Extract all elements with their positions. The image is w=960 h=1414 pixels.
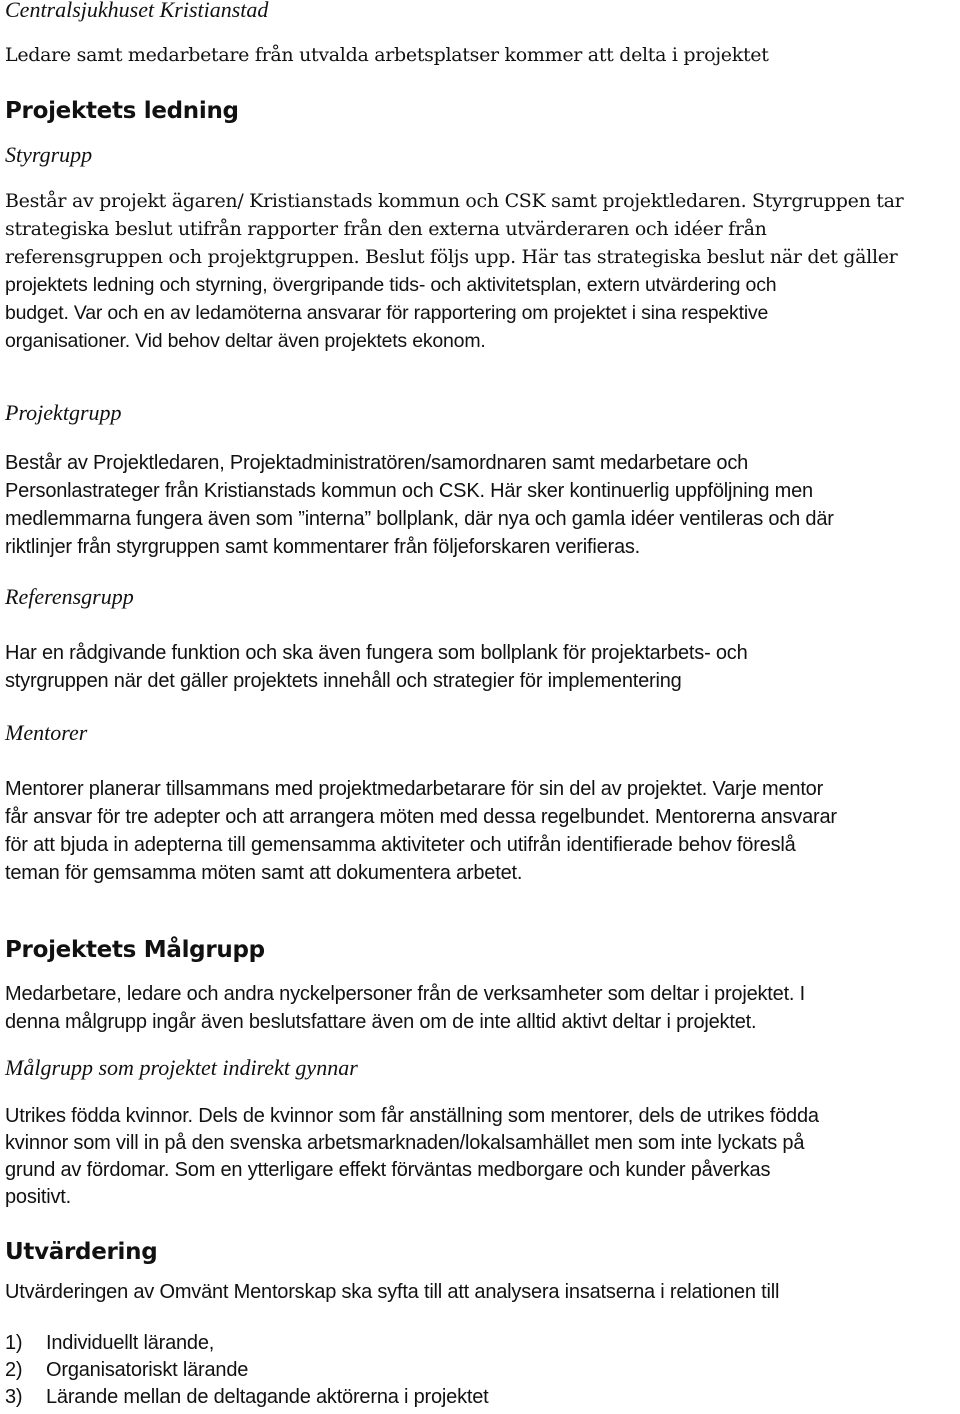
subheading-indirekt-malgrupp: Målgrupp som projektet indirekt gynnar — [5, 1055, 358, 1080]
paragraph-line: denna målgrupp ingår även beslutsfattare även om de inte alltid aktivt deltar i projektet. — [5, 1011, 757, 1033]
list-item — [5, 1357, 489, 1384]
paragraph-line: Består av projekt ägaren/ Kristianstads kommun och CSK samt projektledaren. Styrgruppen tar — [5, 190, 904, 212]
paragraph-line: riktlinjer från styrgruppen samt kommentarer från följeforskaren verifieras. — [5, 536, 641, 558]
paragraph-line: projektets ledning och styrning, övergripande tids- och aktivitetsplan, extern utvärdering och — [5, 274, 777, 296]
paragraph-indirekt-malgrupp — [5, 1103, 819, 1211]
intro-text: Ledare samt medarbetare från utvalda arbetsplatser kommer att delta i projektet — [5, 44, 769, 66]
section-heading-utvardering: Utvärdering — [5, 1239, 158, 1265]
paragraph-line: medlemmarna fungera även som ”interna” bollplank, där nya och gamla idéer ventileras och där — [5, 508, 834, 530]
paragraph-malgrupp — [5, 980, 805, 1036]
list-item-label: Lärande mellan de deltagande aktörerna i projektet — [46, 1386, 489, 1408]
utvardering-intro: Utvärderingen av Omvänt Mentorskap ska syfta till att analysera insatserna i relationen till — [5, 1281, 780, 1303]
paragraph-line: Består av Projektledaren, Projektadministratören/samordnaren samt medarbetare och — [5, 452, 749, 474]
subheading-styrgrupp: Styrgrupp — [5, 142, 93, 167]
subheading-projektgrupp: Projektgrupp — [5, 400, 122, 425]
paragraph-line: styrgruppen när det gäller projektets innehåll och strategier för implementering — [5, 670, 682, 692]
list-item-number: 1) — [5, 1332, 23, 1354]
paragraph-styrgrupp — [5, 187, 903, 355]
paragraph-line: teman för gemsamma möten samt att dokumentera arbetet. — [5, 862, 523, 884]
paragraph-referensgrupp — [5, 639, 748, 695]
list-item — [5, 1384, 489, 1411]
list-item-number: 2) — [5, 1359, 23, 1381]
paragraph-line: Har en rådgivande funktion och ska även fungera som bollplank för projektarbets- och — [5, 642, 748, 664]
paragraph-line: grund av fördomar. Som en ytterligare effekt förväntas medborgare och kunder påverkas — [5, 1159, 771, 1181]
paragraph-line: referensgruppen och projektgruppen. Beslut följs upp. Här tas strategiska beslut när det gäller — [5, 246, 898, 268]
paragraph-line: Personlastrateger från Kristianstads kommun och CSK. Här sker kontinuerlig uppföljning men — [5, 480, 813, 502]
section-heading-malgrupp: Projektets Målgrupp — [5, 937, 265, 963]
paragraph-line: strategiska beslut utifrån rapporter från den externa utvärderaren och idéer från — [5, 218, 767, 240]
section-heading-ledning: Projektets ledning — [5, 98, 239, 124]
list-item — [5, 1330, 489, 1357]
paragraph-projektgrupp — [5, 449, 834, 561]
list-item-number: 3) — [5, 1386, 23, 1408]
paragraph-mentorer — [5, 775, 837, 887]
utvardering-list — [5, 1330, 489, 1411]
subheading-mentorer: Mentorer — [5, 720, 88, 745]
paragraph-line: kvinnor som vill in på den svenska arbetsmarknaden/lokalsamhället men som inte lyckats på — [5, 1132, 805, 1154]
paragraph-line: får ansvar för tre adepter och att arrangera möten med dessa regelbundet. Mentorerna ansvarar — [5, 806, 837, 828]
paragraph-line: positivt. — [5, 1186, 72, 1208]
list-item-label: Organisatoriskt lärande — [46, 1359, 249, 1381]
subheading-referensgrupp: Referensgrupp — [5, 584, 134, 609]
organization-name: Centralsjukhuset Kristianstad — [5, 0, 269, 22]
paragraph-line: Mentorer planerar tillsammans med projektmedarbetarare för sin del av projektet. Varje mentor — [5, 778, 824, 800]
paragraph-line: budget. Var och en av ledamöterna ansvarar för rapportering om projektet i sina respektive — [5, 302, 769, 324]
paragraph-line: Utrikes födda kvinnor. Dels de kvinnor som får anställning som mentorer, dels de utrikes födda — [5, 1105, 819, 1127]
paragraph-line: för att bjuda in adepterna till gemensamma aktiviteter och utifrån identifierade behov föreslå — [5, 834, 796, 856]
paragraph-line: Medarbetare, ledare och andra nyckelpersoner från de verksamheter som deltar i projektet. I — [5, 983, 805, 1005]
paragraph-line: organisationer. Vid behov deltar även projektets ekonom. — [5, 330, 486, 352]
list-item-label: Individuellt lärande, — [46, 1332, 215, 1354]
